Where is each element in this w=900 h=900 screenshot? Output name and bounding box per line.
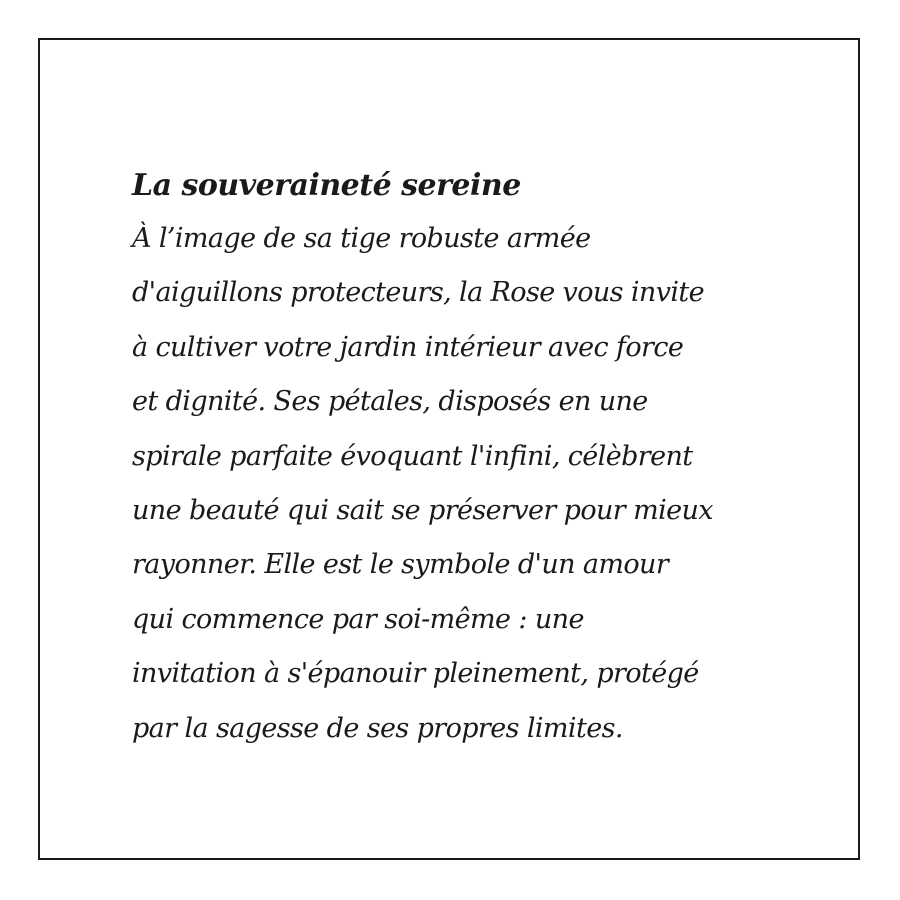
body-line: une beauté qui sait se préserver pour mieux bbox=[132, 495, 713, 527]
text-block bbox=[132, 160, 792, 756]
body-line: par la sagesse de ses propres limites. bbox=[132, 712, 623, 744]
body-line: rayonner. Elle est le symbole d'un amour bbox=[132, 549, 669, 581]
page-title: La souveraineté sereine bbox=[132, 168, 521, 203]
body-line: à cultiver votre jardin intérieur avec force bbox=[132, 331, 684, 363]
body-paragraph bbox=[132, 212, 792, 756]
body-line: À l’image de sa tige robuste armée bbox=[132, 223, 591, 254]
body-line: et dignité. Ses pétales, disposés en une bbox=[132, 386, 648, 418]
body-line: d'aiguillons protecteurs, la Rose vous invite bbox=[132, 277, 705, 309]
body-line: spirale parfaite évoquant l'infini, célèbrent bbox=[132, 440, 693, 472]
body-line: invitation à s'épanouir pleinement, protégé bbox=[132, 658, 699, 690]
body-line: qui commence par soi-même : une bbox=[132, 603, 584, 635]
